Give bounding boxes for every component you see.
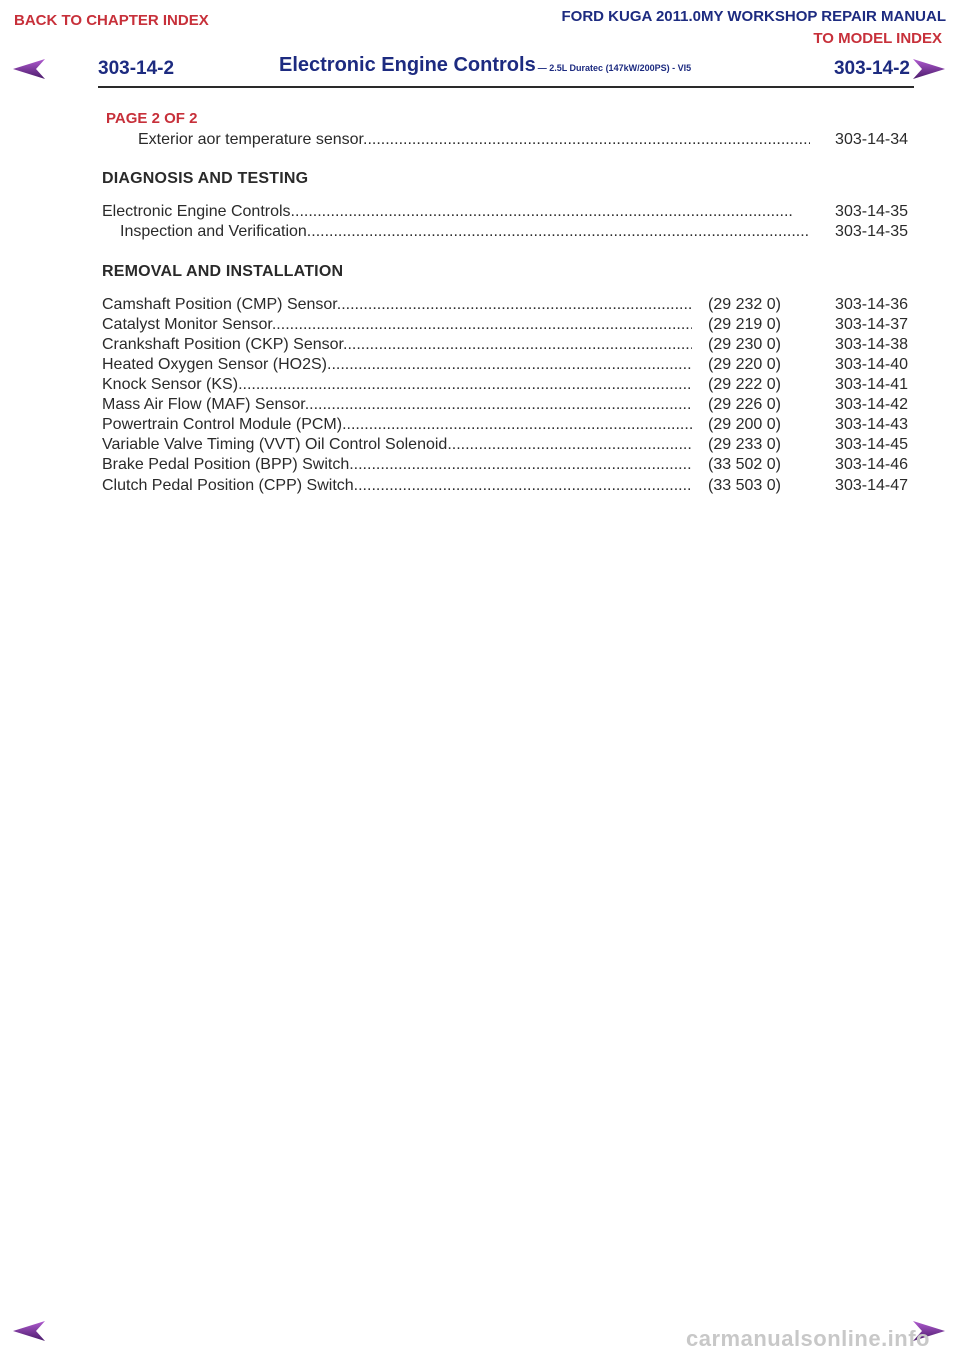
watermark: carmanualsonline.info (686, 1326, 930, 1351)
next-page-arrow-icon[interactable] (912, 58, 946, 80)
toc-entry-code: (29 232 0) (708, 296, 781, 313)
section-title: Electronic Engine Controls (279, 54, 536, 76)
toc-entry[interactable] (102, 456, 908, 476)
toc-entry-title: Mass Air Flow (MAF) Sensor ..... (102, 396, 692, 414)
toc-entry-code: (29 200 0) (708, 416, 781, 433)
toc-entry[interactable] (102, 356, 908, 376)
header-title (279, 54, 691, 77)
toc-entry-title: Camshaft Position (CMP) Sensor ..... (102, 296, 692, 314)
toc-entry-code: (29 222 0) (708, 376, 781, 393)
toc-entry-page: 303-14-46 (835, 456, 908, 473)
page-number-right: 303-14-2 (833, 58, 910, 79)
toc-entry-code: (29 219 0) (708, 316, 781, 333)
previous-page-arrow-icon[interactable] (12, 1320, 46, 1342)
toc-entry[interactable] (102, 296, 908, 316)
toc-entry[interactable] (102, 316, 908, 336)
toc-entry-page: 303-14-36 (835, 296, 908, 313)
toc-entry-page: 303-14-37 (835, 316, 908, 333)
toc-entry-code: (29 220 0) (708, 356, 781, 373)
toc-entry[interactable] (102, 376, 908, 396)
toc-entry-title: Inspection and Verification ..... (120, 223, 810, 241)
toc-entry[interactable] (102, 416, 908, 436)
toc-entry-title: Clutch Pedal Position (CPP) Switch ..... (102, 477, 692, 495)
toc-entry-page: 303-14-34 (835, 131, 908, 148)
toc-entry[interactable] (102, 223, 908, 243)
removal-and-installation-heading: REMOVAL AND INSTALLATION (102, 263, 344, 280)
previous-page-arrow-icon[interactable] (12, 58, 46, 80)
toc-entry[interactable] (102, 477, 908, 497)
toc-entry-page: 303-14-38 (835, 336, 908, 353)
toc-entry-page: 303-14-35 (835, 223, 908, 240)
toc-entry[interactable] (102, 203, 908, 223)
toc-entry-page: 303-14-41 (835, 376, 908, 393)
toc-entry-code: (33 502 0) (708, 456, 781, 473)
section-subtitle: — 2.5L Duratec (147kW/200PS) - VI5 (537, 63, 692, 73)
diagnosis-and-testing-heading: DIAGNOSIS AND TESTING (102, 170, 309, 187)
back-to-chapter-index-link[interactable]: BACK TO CHAPTER INDEX (14, 12, 209, 29)
toc-entry-title: Brake Pedal Position (BPP) Switch ..... (102, 456, 692, 474)
toc-entry-page: 303-14-40 (835, 356, 908, 373)
toc-entry-code: (29 226 0) (708, 396, 781, 413)
toc-entry-code: (29 233 0) (708, 436, 781, 453)
toc-entry-title: Knock Sensor (KS) ..... (102, 376, 692, 394)
toc-entry[interactable] (102, 396, 908, 416)
toc-entry-page: 303-14-42 (835, 396, 908, 413)
page-number-left: 303-14-2 (98, 58, 175, 79)
toc-entry[interactable] (102, 131, 908, 151)
manual-title: FORD KUGA 2011.0MY WORKSHOP REPAIR MANUAL (561, 8, 946, 25)
toc-entry-page: 303-14-47 (835, 477, 908, 494)
toc-entry-title: Exterior aor temperature sensor ..... (138, 131, 810, 149)
toc-entry-title: Powertrain Control Module (PCM) ..... (102, 416, 692, 434)
toc-entry-code: (29 230 0) (708, 336, 781, 353)
to-model-index-link[interactable]: TO MODEL INDEX (813, 30, 942, 47)
toc-entry-page: 303-14-43 (835, 416, 908, 433)
header-divider (98, 86, 914, 88)
toc-entry-title: Crankshaft Position (CKP) Sensor ..... (102, 336, 692, 354)
toc-entry[interactable] (102, 436, 908, 456)
toc-entry-title: Variable Valve Timing (VVT) Oil Control Solenoid ..... (102, 436, 692, 454)
toc-entry-page: 303-14-45 (835, 436, 908, 453)
toc-entry-page: 303-14-35 (835, 203, 908, 220)
toc-entry-code: (33 503 0) (708, 477, 781, 494)
page-indicator: PAGE 2 OF 2 (106, 110, 198, 127)
toc-entry-title: Electronic Engine Controls ..... (102, 203, 792, 221)
toc-entry-title: Catalyst Monitor Sensor ..... (102, 316, 692, 334)
toc-entry[interactable] (102, 336, 908, 356)
toc-entry-title: Heated Oxygen Sensor (HO2S) ..... (102, 356, 692, 374)
